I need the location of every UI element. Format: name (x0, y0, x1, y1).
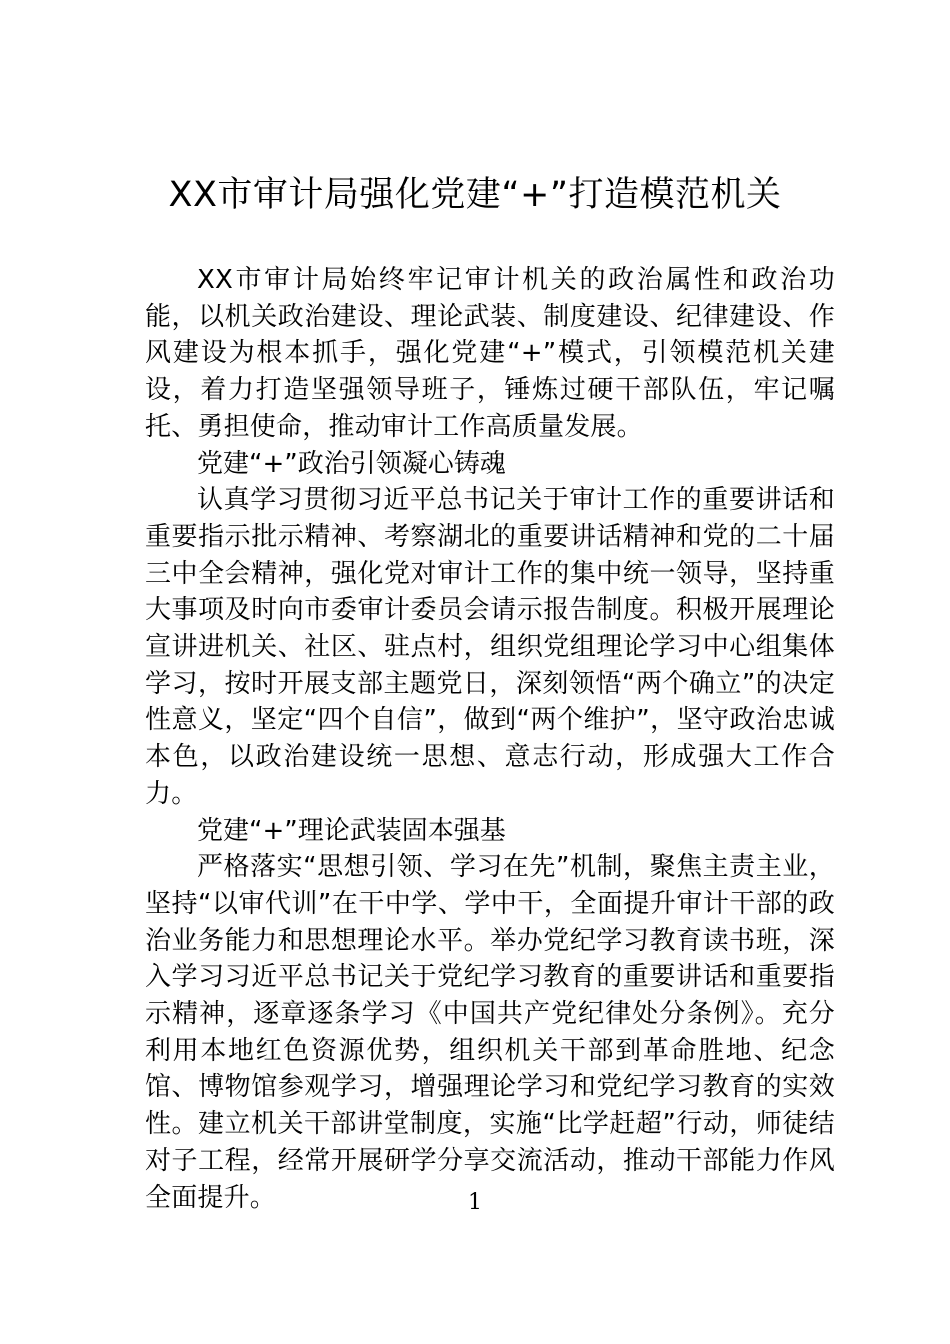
document-title: XX市审计局强化党建“+”打造模范机关 (168, 175, 782, 215)
intro-paragraph: XX市审计局始终牢记审计机关的政治属性和政治功能，以机关政治建设、理论武装、制度建设、纪律建设、作风建设为根本抓手，强化党建“+”模式，引领模范机关建设，着力打造坚强领导班子，锤炼过硬干部队伍，牢记嘱托、勇担使命，推动审计工作高质量发展。 (145, 265, 835, 442)
section-heading-political-leadership: 党建“+”政治引领凝心铸魂 (197, 448, 506, 479)
political-leadership-paragraph: 认真学习贯彻习近平总书记关于审计工作的重要讲话和重要指示批示精神、考察湖北的重要讲话精神和党的二十届三中全会精神，强化党对审计工作的集中统一领导，坚持重大事项及时向市委审计委员会请示报告制度。积极开展理论宣讲进机关、社区、驻点村，组织党组理论学习中心组集体学习，按时开展支部主题党日，深刻领悟“两个确立”的决定性意义，坚定“四个自信”，做到“两个维护”，坚守政治忠诚本色，以政治建设统一思想、意志行动，形成强大工作合力。 (145, 485, 835, 809)
section-heading-theoretical-armament: 党建“+”理论武装固本强基 (197, 815, 506, 846)
document-body (145, 262, 835, 1216)
theoretical-armament-paragraph: 严格落实“思想引领、学习在先”机制，聚焦主责主业，坚持“以审代训”在干中学、学中干，全面提升审计干部的政治业务能力和思想理论水平。举办党纪学习教育读书班，深入学习习近平总书记关于党纪学习教育的重要讲话和重要指示精神，逐章逐条学习《中国共产党纪律处分条例》。充分利用本地红色资源优势，组织机关干部到革命胜地、纪念馆、博物馆参观学习，增强理论学习和党纪学习教育的实效性。建立机关干部讲堂制度，实施“比学赶超”行动，师徒结对子工程，经常开展研学分享交流活动，推动干部能力作风全面提升。 (145, 852, 835, 1213)
page-number: 1 (468, 1190, 482, 1215)
